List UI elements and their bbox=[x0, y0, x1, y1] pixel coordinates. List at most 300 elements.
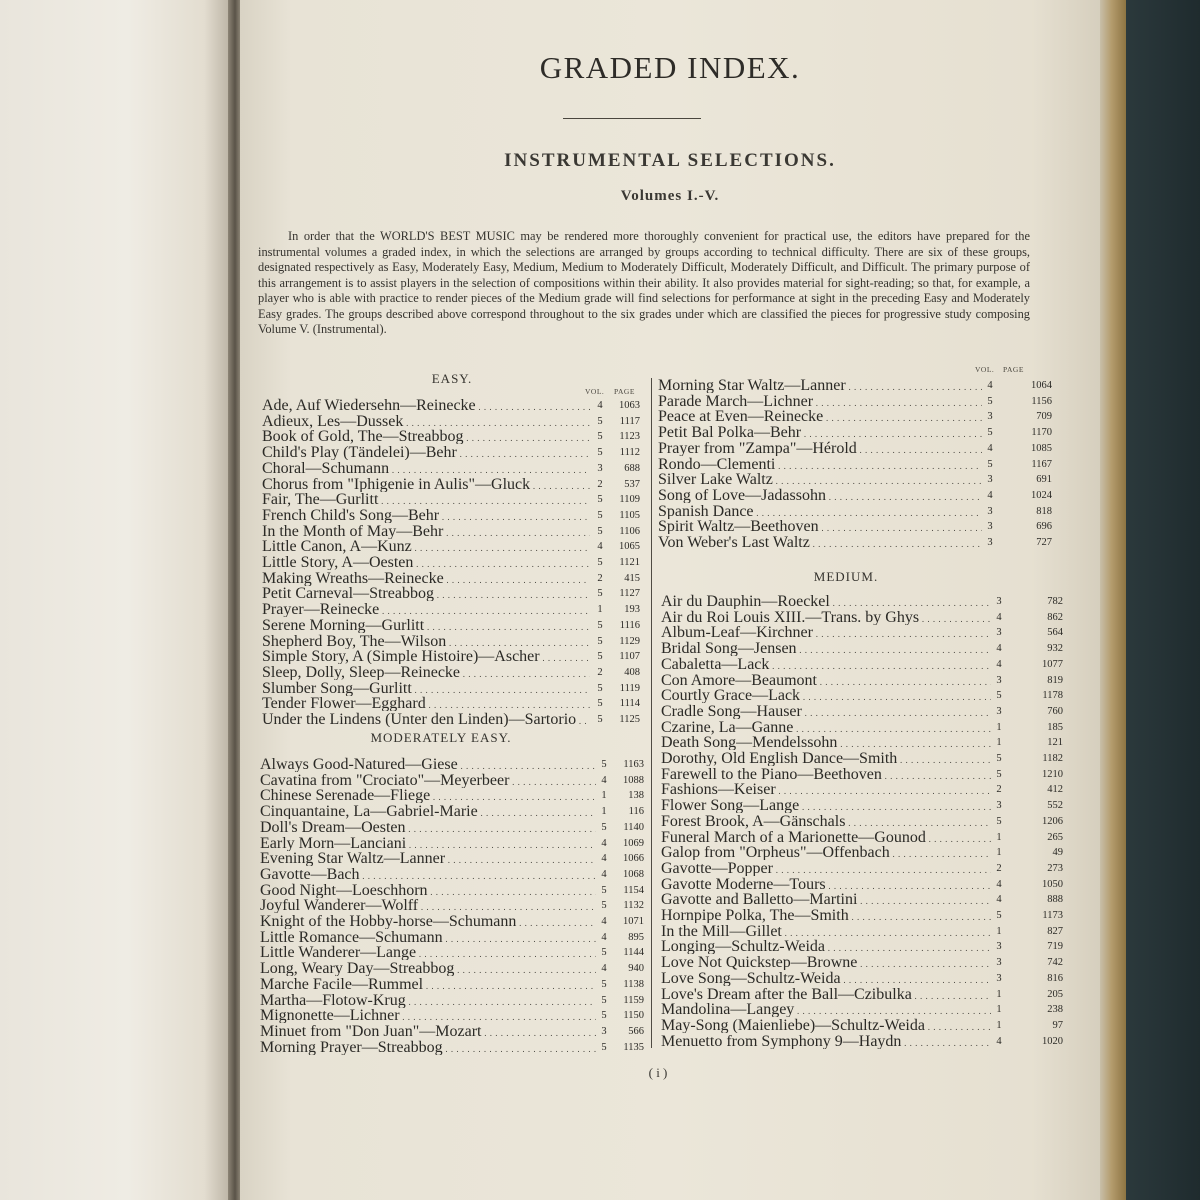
grade-heading-medium: MEDIUM. bbox=[813, 569, 879, 584]
entry-page: 1050 bbox=[1042, 878, 1063, 890]
entry-page: 1138 bbox=[623, 978, 644, 990]
medium-entry bbox=[661, 594, 1063, 609]
entry-title: Ade, Auf Wiedersehn—Reinecke . . . bbox=[262, 398, 590, 413]
entry-page: 1182 bbox=[1042, 753, 1063, 764]
medium-entry bbox=[661, 798, 1063, 813]
easy-entry bbox=[262, 602, 640, 617]
entry-title: Hornpipe Polka, The—Smith . . . bbox=[661, 908, 991, 923]
entry-volume: 5 bbox=[597, 635, 603, 647]
entry-page: 412 bbox=[1047, 784, 1063, 796]
entry-volume: 4 bbox=[597, 400, 603, 411]
entry-page: 566 bbox=[628, 1025, 644, 1037]
entry-page: 696 bbox=[1036, 521, 1052, 533]
entry-page: 895 bbox=[628, 931, 644, 943]
entry-title: Child's Play (Tändelei)—Behr . . . bbox=[262, 445, 590, 460]
entry-volume: 4 bbox=[996, 643, 1002, 655]
entry-page: 1114 bbox=[619, 698, 640, 710]
entry-page: 1154 bbox=[623, 884, 644, 896]
entry-volume: 3 bbox=[601, 1025, 607, 1037]
entry-title: Cabaletta—Lack . . . bbox=[661, 657, 991, 672]
easy-entry bbox=[262, 414, 640, 429]
entry-page: 1206 bbox=[1042, 815, 1063, 827]
entry-volume: 1 bbox=[996, 988, 1002, 1000]
easy-entry bbox=[262, 618, 640, 633]
entry-title: Marche Facile—Rummel . . . bbox=[260, 977, 596, 992]
entry-volume: 2 bbox=[597, 666, 603, 678]
entry-page: 265 bbox=[1047, 831, 1063, 843]
easy-entry bbox=[262, 555, 640, 570]
entry-page: 719 bbox=[1047, 941, 1063, 953]
entry-volume: 3 bbox=[987, 537, 993, 548]
entry-volume: 3 bbox=[996, 800, 1002, 812]
medium-entry bbox=[661, 782, 1063, 797]
entry-page: 1071 bbox=[623, 916, 644, 927]
entry-title: Dorothy, Old English Dance—Smith . . . bbox=[661, 751, 991, 766]
entry-volume: 1 bbox=[996, 721, 1002, 733]
entry-page: 1109 bbox=[619, 494, 640, 506]
entry-page: 932 bbox=[1047, 643, 1063, 655]
entry-page: 1063 bbox=[619, 400, 640, 411]
entry-title: Peace at Even—Reinecke . . . bbox=[658, 409, 982, 424]
entry-volume: 5 bbox=[601, 821, 607, 833]
easy-entry bbox=[262, 492, 640, 507]
entry-page: 564 bbox=[1047, 627, 1063, 639]
entry-page: 818 bbox=[1036, 505, 1052, 517]
entry-title: Slumber Song—Gurlitt . . . bbox=[262, 681, 590, 696]
entry-page: 1112 bbox=[619, 447, 640, 459]
medium-entry bbox=[661, 939, 1063, 954]
entry-title: Petit Bal Polka—Behr . . . bbox=[658, 425, 982, 440]
entry-title: Song of Love—Jadassohn . . . bbox=[658, 488, 982, 503]
entry-title: Fair, The—Gurlitt . . . bbox=[262, 492, 590, 507]
moderately-easy-entry bbox=[260, 898, 644, 913]
medium-entry bbox=[661, 845, 1063, 860]
medium-entry bbox=[661, 1034, 1063, 1049]
medium-entry bbox=[661, 657, 1063, 672]
entry-title: Air du Dauphin—Roeckel . . . bbox=[661, 594, 991, 609]
moderately-easy-cont-entry bbox=[658, 457, 1052, 472]
entry-title: Long, Weary Day—Streabbog . . . bbox=[260, 961, 596, 976]
entry-page: 1119 bbox=[619, 682, 640, 694]
entry-title: Under the Lindens (Unter den Linden)—Sartorio . . . bbox=[262, 712, 590, 727]
entry-page: 1156 bbox=[1031, 395, 1052, 407]
entry-page: 1127 bbox=[619, 588, 640, 600]
entry-volume: 1 bbox=[996, 831, 1002, 843]
entry-title: Mignonette—Lichner . . . bbox=[260, 1008, 596, 1023]
moderately-easy-entry bbox=[260, 993, 644, 1008]
entry-volume: 4 bbox=[987, 380, 993, 391]
entry-page: 552 bbox=[1047, 800, 1063, 812]
entry-page: 1107 bbox=[619, 651, 640, 663]
entry-title: Little Wanderer—Lange . . . bbox=[260, 945, 596, 960]
medium-entry bbox=[661, 704, 1063, 719]
medium-entry bbox=[661, 625, 1063, 640]
entry-volume: 5 bbox=[601, 947, 607, 959]
entry-volume: 5 bbox=[996, 690, 1002, 702]
entry-title: Menuetto from Symphony 9—Haydn . . . bbox=[661, 1034, 991, 1049]
entry-page: 1077 bbox=[1042, 658, 1063, 670]
entry-volume: 4 bbox=[996, 611, 1002, 623]
entry-title: Tender Flower—Egghard . . . bbox=[262, 696, 590, 711]
entry-page: 1129 bbox=[619, 635, 640, 647]
entry-title: Cradle Song—Hauser . . . bbox=[661, 704, 991, 719]
easy-entry bbox=[262, 712, 640, 727]
entry-page: 862 bbox=[1047, 611, 1063, 623]
moderately-easy-cont-entry bbox=[658, 519, 1052, 534]
medium-entry bbox=[661, 987, 1063, 1002]
entry-title: Rondo—Clementi . . . bbox=[658, 457, 982, 472]
entry-volume: 5 bbox=[601, 900, 607, 912]
entry-volume: 4 bbox=[601, 931, 607, 943]
entry-title: Galop from "Orpheus"—Offenbach . . . bbox=[661, 845, 991, 860]
moderately-easy-entry bbox=[260, 1008, 644, 1023]
entry-volume: 2 bbox=[597, 478, 603, 490]
entry-title: Adieux, Les—Dussek . . . bbox=[262, 414, 590, 429]
entry-page: 1167 bbox=[1031, 458, 1052, 470]
medium-entry bbox=[661, 877, 1063, 892]
entry-page: 97 bbox=[1052, 1019, 1063, 1031]
entry-page: 1106 bbox=[619, 525, 640, 537]
easy-entry bbox=[262, 508, 640, 523]
entry-volume: 5 bbox=[597, 651, 603, 663]
facing-page-left bbox=[0, 0, 232, 1200]
entry-page: 1066 bbox=[623, 853, 644, 865]
entry-title: Love Not Quickstep—Browne . . . bbox=[661, 955, 991, 970]
moderately-easy-entry bbox=[260, 851, 644, 866]
entry-title: Morning Star Waltz—Lanner . . . bbox=[658, 378, 982, 393]
entry-page: 760 bbox=[1047, 705, 1063, 717]
entry-volume: 4 bbox=[601, 916, 607, 927]
medium-entry bbox=[661, 1018, 1063, 1033]
grade-heading-moderately-easy: MODERATELY EASY. bbox=[370, 730, 512, 745]
entry-title: Early Morn—Lanciani . . . bbox=[260, 836, 596, 851]
entry-volume: 5 bbox=[601, 884, 607, 896]
easy-entry bbox=[262, 477, 640, 492]
entry-volume: 4 bbox=[996, 658, 1002, 670]
entry-title: Silver Lake Waltz . . . bbox=[658, 472, 982, 487]
entry-page: 1125 bbox=[619, 714, 640, 725]
entry-volume: 4 bbox=[597, 541, 603, 553]
entry-volume: 1 bbox=[601, 806, 607, 818]
entry-title: Choral—Schumann . . . bbox=[262, 461, 590, 476]
entry-volume: 5 bbox=[996, 768, 1002, 780]
easy-entry bbox=[262, 539, 640, 554]
entry-volume: 3 bbox=[996, 674, 1002, 686]
column-divider bbox=[651, 378, 652, 1048]
entry-title: Album-Leaf—Kirchner . . . bbox=[661, 625, 991, 640]
entry-title: Love Song—Schultz-Weida . . . bbox=[661, 971, 991, 986]
entry-volume: 5 bbox=[597, 588, 603, 600]
entry-page: 1173 bbox=[1042, 910, 1063, 921]
entry-volume: 5 bbox=[597, 509, 603, 521]
entry-title: Book of Gold, The—Streabbog . . . bbox=[262, 429, 590, 444]
entry-page: 688 bbox=[624, 462, 640, 474]
entry-volume: 5 bbox=[996, 910, 1002, 921]
entry-volume: 4 bbox=[601, 774, 607, 786]
entry-title: In the Month of May—Behr . . . bbox=[262, 524, 590, 539]
moderately-easy-cont-entry bbox=[658, 441, 1052, 456]
medium-entry bbox=[661, 830, 1063, 845]
moderately-easy-entry bbox=[260, 804, 644, 819]
entry-title: Bridal Song—Jensen . . . bbox=[661, 641, 991, 656]
entry-page: 1140 bbox=[623, 821, 644, 833]
entry-title: Joyful Wanderer—Wolff . . . bbox=[260, 898, 596, 913]
easy-entry bbox=[262, 665, 640, 680]
grade-heading-easy: EASY. bbox=[431, 371, 473, 386]
section-title: INSTRUMENTAL SELECTIONS. bbox=[504, 150, 836, 171]
entry-title: Cinquantaine, La—Gabriel-Marie . . . bbox=[260, 804, 596, 819]
entry-page: 691 bbox=[1036, 474, 1052, 486]
entry-page: 888 bbox=[1047, 894, 1063, 906]
entry-page: 1064 bbox=[1031, 380, 1052, 391]
vol-column-header: VOL. bbox=[975, 365, 995, 374]
entry-page: 1150 bbox=[623, 1010, 644, 1022]
moderately-easy-entry bbox=[260, 1024, 644, 1039]
entry-page: 940 bbox=[628, 963, 644, 975]
entry-title: Mandolina—Langey . . . bbox=[661, 1002, 991, 1017]
entry-page: 819 bbox=[1047, 674, 1063, 686]
entry-page: 1116 bbox=[619, 619, 640, 631]
entry-page: 408 bbox=[624, 666, 640, 678]
entry-volume: 3 bbox=[996, 627, 1002, 639]
medium-entry bbox=[661, 892, 1063, 907]
entry-page: 1210 bbox=[1042, 768, 1063, 780]
entry-title: Love's Dream after the Ball—Czibulka . . . bbox=[661, 987, 991, 1002]
medium-entry bbox=[661, 1002, 1063, 1017]
medium-entry bbox=[661, 688, 1063, 703]
entry-volume: 5 bbox=[601, 1041, 607, 1053]
entry-page: 782 bbox=[1047, 596, 1063, 607]
moderately-easy-cont-entry bbox=[658, 535, 1052, 550]
entry-page: 273 bbox=[1047, 862, 1063, 874]
entry-title: Simple Story, A (Simple Histoire)—Ascher . . . bbox=[262, 649, 590, 664]
cover-edge bbox=[1126, 0, 1200, 1200]
medium-entry bbox=[661, 971, 1063, 986]
entry-volume: 3 bbox=[987, 521, 993, 533]
intro-paragraph: In order that the WORLD'S BEST MUSIC may be rendered more thoroughly convenient for practical use, the editors have prepared for the instrumental volumes a graded index, in which the selections are arranged by groups according to technical difficulty. There are six of these groups, designated respectively as Easy, Moderately Easy, Medium, Medium to Moderately Difficult, Moderately Difficult, and Difficult. The primary purpose of this arrangement is to assist players in the selection of compositions within their ability. It also provides material for sight-reading; so that, for example, a player who is able with practice to render pieces of the Medium grade will find selections for performance at sight in the preceding Easy and Moderately Easy grades. The groups described above correspond throughout to the six grades under which are classified the pieces for progressive study composing Volume V. (Instrumental). bbox=[258, 229, 1030, 336]
entry-volume: 1 bbox=[996, 737, 1002, 749]
entry-title: Spanish Dance . . . bbox=[658, 504, 982, 519]
entry-volume: 5 bbox=[597, 619, 603, 631]
moderately-easy-entry bbox=[260, 1040, 644, 1055]
entry-volume: 3 bbox=[996, 705, 1002, 717]
entry-volume: 5 bbox=[597, 557, 603, 568]
entry-volume: 4 bbox=[601, 837, 607, 849]
title-rule bbox=[563, 118, 701, 119]
entry-volume: 4 bbox=[987, 442, 993, 454]
entry-title: Air du Roi Louis XIII.—Trans. by Ghys . . . bbox=[661, 610, 991, 625]
entry-page: 1123 bbox=[619, 431, 640, 443]
entry-title: Farewell to the Piano—Beethoven . . . bbox=[661, 767, 991, 782]
entry-title: Prayer from "Zampa"—Hérold . . . bbox=[658, 441, 982, 456]
easy-entry bbox=[262, 398, 640, 413]
easy-entry bbox=[262, 429, 640, 444]
entry-title: Serene Morning—Gurlitt . . . bbox=[262, 618, 590, 633]
easy-entry bbox=[262, 524, 640, 539]
entry-page: 415 bbox=[624, 572, 640, 584]
entry-volume: 5 bbox=[597, 525, 603, 537]
page-block-edge bbox=[1100, 0, 1126, 1200]
entry-title: Making Wreaths—Reinecke . . . bbox=[262, 571, 590, 586]
entry-volume: 4 bbox=[996, 1035, 1002, 1047]
easy-entry bbox=[262, 461, 640, 476]
entry-volume: 5 bbox=[987, 427, 993, 439]
moderately-easy-cont-entry bbox=[658, 394, 1052, 409]
moderately-easy-entry bbox=[260, 961, 644, 976]
entry-title: Always Good-Natured—Giese . . . bbox=[260, 757, 596, 772]
entry-page: 1144 bbox=[623, 947, 644, 959]
medium-entry bbox=[661, 751, 1063, 766]
entry-title: Martha—Flotow-Krug . . . bbox=[260, 993, 596, 1008]
entry-volume: 5 bbox=[597, 415, 603, 427]
entry-title: Spirit Waltz—Beethoven . . . bbox=[658, 519, 982, 534]
entry-volume: 1 bbox=[601, 790, 607, 802]
entry-page: 1024 bbox=[1031, 489, 1052, 501]
medium-entry bbox=[661, 955, 1063, 970]
entry-volume: 5 bbox=[597, 698, 603, 710]
entry-title: Parade March—Lichner . . . bbox=[658, 394, 982, 409]
entry-page: 121 bbox=[1047, 737, 1063, 749]
entry-title: Doll's Dream—Oesten . . . bbox=[260, 820, 596, 835]
entry-volume: 1 bbox=[996, 847, 1002, 859]
moderately-easy-cont-entry bbox=[658, 409, 1052, 424]
entry-volume: 3 bbox=[996, 941, 1002, 953]
entry-title: Morning Prayer—Streabbog . . . bbox=[260, 1040, 596, 1055]
entry-volume: 4 bbox=[996, 878, 1002, 890]
entry-page: 1085 bbox=[1031, 442, 1052, 454]
page-number: ( i ) bbox=[648, 1065, 668, 1080]
page-title: GRADED INDEX. bbox=[539, 50, 801, 85]
entry-title: Gavotte—Popper . . . bbox=[661, 861, 991, 876]
entry-page: 816 bbox=[1047, 972, 1063, 984]
entry-volume: 3 bbox=[996, 957, 1002, 969]
entry-title: Little Story, A—Oesten . . . bbox=[262, 555, 590, 570]
medium-entry bbox=[661, 924, 1063, 939]
entry-page: 1163 bbox=[623, 759, 644, 770]
entry-title: Chinese Serenade—Fliege . . . bbox=[260, 788, 596, 803]
entry-volume: 3 bbox=[996, 596, 1002, 607]
entry-title: Flower Song—Lange . . . bbox=[661, 798, 991, 813]
entry-page: 116 bbox=[628, 806, 644, 818]
easy-entry bbox=[262, 634, 640, 649]
easy-entry bbox=[262, 681, 640, 696]
entry-volume: 2 bbox=[996, 862, 1002, 874]
entry-volume: 5 bbox=[987, 395, 993, 407]
moderately-easy-entry bbox=[260, 945, 644, 960]
moderately-easy-entry bbox=[260, 883, 644, 898]
volume-subtitle: Volumes I.-V. bbox=[620, 188, 720, 204]
medium-entry bbox=[661, 720, 1063, 735]
entry-title: Con Amore—Beaumont . . . bbox=[661, 673, 991, 688]
easy-entry bbox=[262, 696, 640, 711]
easy-entry bbox=[262, 571, 640, 586]
entry-title: Gavotte Moderne—Tours . . . bbox=[661, 877, 991, 892]
entry-title: Forest Brook, A—Gänschals . . . bbox=[661, 814, 991, 829]
entry-page: 1132 bbox=[623, 900, 644, 912]
entry-volume: 5 bbox=[996, 753, 1002, 764]
entry-volume: 5 bbox=[601, 994, 607, 1006]
entry-title: Cavatina from "Crociato"—Meyerbeer . . . bbox=[260, 773, 596, 788]
entry-title: Gavotte and Balletto—Martini . . . bbox=[661, 892, 991, 907]
vol-column-header: VOL. bbox=[585, 387, 605, 396]
moderately-easy-entry bbox=[260, 836, 644, 851]
entry-page: 1159 bbox=[623, 994, 644, 1006]
entry-title: Little Romance—Schumann . . . bbox=[260, 930, 596, 945]
moderately-easy-entry bbox=[260, 867, 644, 882]
entry-title: Evening Star Waltz—Lanner . . . bbox=[260, 851, 596, 866]
entry-title: Minuet from "Don Juan"—Mozart . . . bbox=[260, 1024, 596, 1039]
medium-entry bbox=[661, 641, 1063, 656]
entry-title: Funeral March of a Marionette—Gounod . . . bbox=[661, 830, 991, 845]
entry-volume: 1 bbox=[996, 925, 1002, 937]
entry-page: 1068 bbox=[623, 868, 644, 880]
entry-volume: 5 bbox=[987, 458, 993, 470]
medium-entry bbox=[661, 735, 1063, 750]
easy-entry bbox=[262, 649, 640, 664]
entry-page: 138 bbox=[628, 790, 644, 802]
page-column-header: PAGE bbox=[1003, 365, 1024, 374]
entry-page: 1065 bbox=[619, 541, 640, 553]
entry-volume: 3 bbox=[987, 474, 993, 486]
entry-volume: 5 bbox=[601, 759, 607, 770]
entry-page: 1069 bbox=[623, 837, 644, 849]
moderately-easy-cont-entry bbox=[658, 378, 1052, 393]
entry-title: Longing—Schultz-Weida . . . bbox=[661, 939, 991, 954]
entry-title: Good Night—Loeschhorn . . . bbox=[260, 883, 596, 898]
medium-entry bbox=[661, 610, 1063, 625]
easy-entry bbox=[262, 445, 640, 460]
entry-volume: 2 bbox=[996, 784, 1002, 796]
entry-volume: 5 bbox=[996, 815, 1002, 827]
moderately-easy-entry bbox=[260, 930, 644, 945]
entry-title: Little Canon, A—Kunz . . . bbox=[262, 539, 590, 554]
medium-entry bbox=[661, 767, 1063, 782]
easy-entry bbox=[262, 586, 640, 601]
entry-volume: 5 bbox=[597, 447, 603, 459]
entry-title: Czarine, La—Ganne . . . bbox=[661, 720, 991, 735]
entry-title: Chorus from "Iphigenie in Aulis"—Gluck . . . bbox=[262, 477, 590, 492]
entry-volume: 4 bbox=[601, 868, 607, 880]
entry-page: 709 bbox=[1036, 411, 1052, 423]
entry-volume: 5 bbox=[601, 978, 607, 990]
entry-page: 727 bbox=[1036, 537, 1052, 548]
medium-entry bbox=[661, 673, 1063, 688]
medium-entry bbox=[661, 814, 1063, 829]
entry-title: Sleep, Dolly, Sleep—Reinecke . . . bbox=[262, 665, 590, 680]
entry-volume: 5 bbox=[601, 1010, 607, 1022]
entry-volume: 4 bbox=[601, 853, 607, 865]
moderately-easy-cont-entry bbox=[658, 488, 1052, 503]
entry-volume: 3 bbox=[987, 411, 993, 423]
entry-volume: 5 bbox=[597, 494, 603, 506]
entry-volume: 3 bbox=[987, 505, 993, 517]
medium-entry bbox=[661, 908, 1063, 923]
moderately-easy-entry bbox=[260, 914, 644, 929]
entry-volume: 2 bbox=[597, 572, 603, 584]
medium-entry bbox=[661, 861, 1063, 876]
entry-volume: 1 bbox=[996, 1019, 1002, 1031]
moderately-easy-entry bbox=[260, 820, 644, 835]
entry-volume: 4 bbox=[601, 963, 607, 975]
entry-title: Death Song—Mendelssohn . . . bbox=[661, 735, 991, 750]
entry-volume: 1 bbox=[597, 604, 603, 616]
entry-page: 205 bbox=[1047, 988, 1063, 1000]
moderately-easy-cont-entry bbox=[658, 472, 1052, 487]
entry-volume: 5 bbox=[597, 431, 603, 443]
entry-title: Gavotte—Bach . . . bbox=[260, 867, 596, 882]
moderately-easy-entry bbox=[260, 757, 644, 772]
entry-title: French Child's Song—Behr . . . bbox=[262, 508, 590, 523]
